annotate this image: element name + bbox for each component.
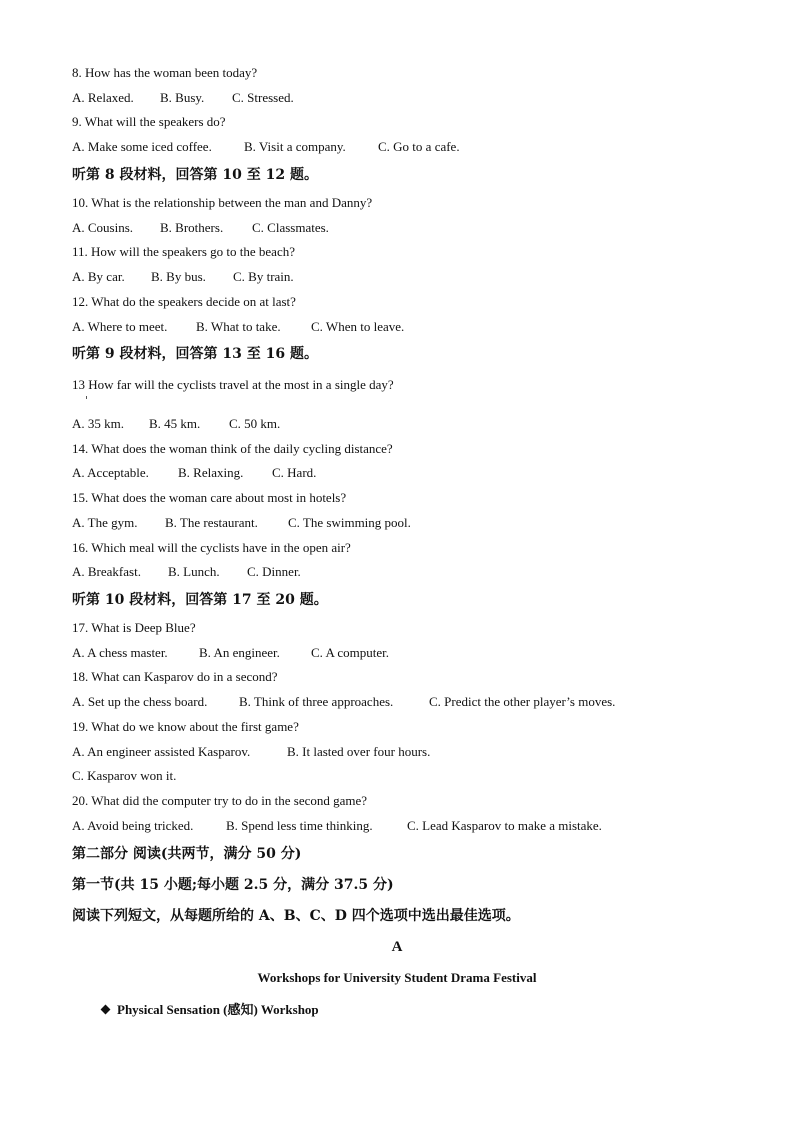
option-c: C. Go to a cafe. [378, 139, 460, 154]
print-artifact [86, 396, 87, 399]
question-18-options [72, 694, 615, 710]
option-a: A. 35 km. [72, 416, 124, 431]
reading-instruction: 阅读下列短文，从每题所给的 A、B、C、D 四个选项中选出最佳选项。 [72, 908, 520, 924]
option-c: C. When to leave. [311, 319, 405, 334]
question-10: 10. What is the relationship between the man and Danny? [72, 195, 373, 210]
part-2-section-1-heading: 第一节(共 15 小题;每小题 2.5 分，满分 37.5 分) [72, 877, 394, 893]
option-c: C. Stressed. [232, 90, 294, 105]
passage-letter: A [391, 939, 403, 955]
section-8-heading: 听第 8 段材料，回答第 10 至 12 题。 [72, 167, 318, 183]
option-a: A. Where to meet. [72, 319, 168, 334]
question-16: 16. Which meal will the cyclists have in the open air? [72, 540, 351, 555]
option-c: C. Predict the other player’s moves. [429, 694, 616, 709]
option-c: C. By train. [233, 269, 294, 284]
question-15: 15. What does the woman care about most in hotels? [72, 490, 347, 505]
option-b: B. Relaxing. [178, 465, 244, 480]
question-9: 9. What will the speakers do? [72, 114, 226, 129]
question-17: 17. What is Deep Blue? [72, 620, 196, 635]
question-14: 14. What does the woman think of the daily cycling distance? [72, 441, 393, 456]
question-8: 8. How has the woman been today? [72, 65, 258, 80]
question-12: 12. What do the speakers decide on at last? [72, 294, 296, 309]
option-a: A. Breakfast. [72, 564, 141, 579]
option-c: C. Dinner. [247, 564, 301, 579]
question-19-option-c: C. Kasparov won it. [72, 768, 177, 783]
option-b: B. By bus. [151, 269, 206, 284]
option-c: C. Hard. [272, 465, 317, 480]
option-c: C. 50 km. [229, 416, 281, 431]
option-a: A. A chess master. [72, 645, 168, 660]
option-b: B. Brothers. [160, 220, 224, 235]
option-a: A. Relaxed. [72, 90, 134, 105]
question-17-options [72, 645, 389, 661]
question-20-options [72, 818, 602, 834]
question-14-options [72, 465, 316, 481]
option-b: B. Spend less time thinking. [226, 818, 373, 833]
option-b: B. Busy. [160, 90, 205, 105]
option-a: A. Set up the chess board. [72, 694, 208, 709]
option-a: A. Acceptable. [72, 465, 149, 480]
question-15-options [72, 515, 411, 531]
option-c: C. Lead Kasparov to make a mistake. [407, 818, 602, 833]
option-a: A. Make some iced coffee. [72, 139, 212, 154]
passage-title: Workshops for University Student Drama Festival [257, 970, 537, 985]
option-c: C. Classmates. [252, 220, 329, 235]
option-b: B. The restaurant. [165, 515, 258, 530]
option-b: B. Visit a company. [244, 139, 346, 154]
part-2-heading: 第二部分 阅读(共两节，满分 50 分) [72, 846, 302, 862]
question-9-options [72, 139, 460, 155]
option-b: B. Think of three approaches. [239, 694, 394, 709]
option-b: B. Lunch. [168, 564, 220, 579]
section-10-heading: 听第 10 段材料，回答第 17 至 20 题。 [72, 592, 328, 608]
option-a: A. Cousins. [72, 220, 134, 235]
option-c: C. The swimming pool. [288, 515, 411, 530]
question-11-options [72, 269, 294, 285]
option-b: B. An engineer. [199, 645, 280, 660]
option-a: A. By car. [72, 269, 125, 284]
question-16-options [72, 564, 301, 580]
question-19: 19. What do we know about the first game? [72, 719, 299, 734]
workshop-item [102, 1002, 319, 1018]
workshop-title: Physical Sensation (感知) Workshop [117, 1002, 319, 1017]
question-13-options [72, 416, 280, 432]
question-10-options [72, 220, 329, 236]
option-b: B. 45 km. [149, 416, 201, 431]
question-18: 18. What can Kasparov do in a second? [72, 669, 278, 684]
option-a: A. The gym. [72, 515, 138, 530]
section-9-heading: 听第 9 段材料，回答第 13 至 16 题。 [72, 346, 318, 362]
question-11: 11. How will the speakers go to the beach? [72, 244, 295, 259]
question-12-options [72, 319, 404, 335]
option-a: A. An engineer assisted Kasparov. [72, 744, 251, 759]
question-20: 20. What did the computer try to do in the second game? [72, 793, 368, 808]
option-b: B. What to take. [196, 319, 281, 334]
diamond-bullet-icon [101, 1005, 111, 1015]
question-19-option-ab [72, 744, 430, 760]
option-c: C. A computer. [311, 645, 389, 660]
option-a: A. Avoid being tricked. [72, 818, 194, 833]
question-13: 13 How far will the cyclists travel at the most in a single day? [72, 377, 394, 392]
option-b: B. It lasted over four hours. [287, 744, 431, 759]
question-8-options [72, 90, 294, 106]
